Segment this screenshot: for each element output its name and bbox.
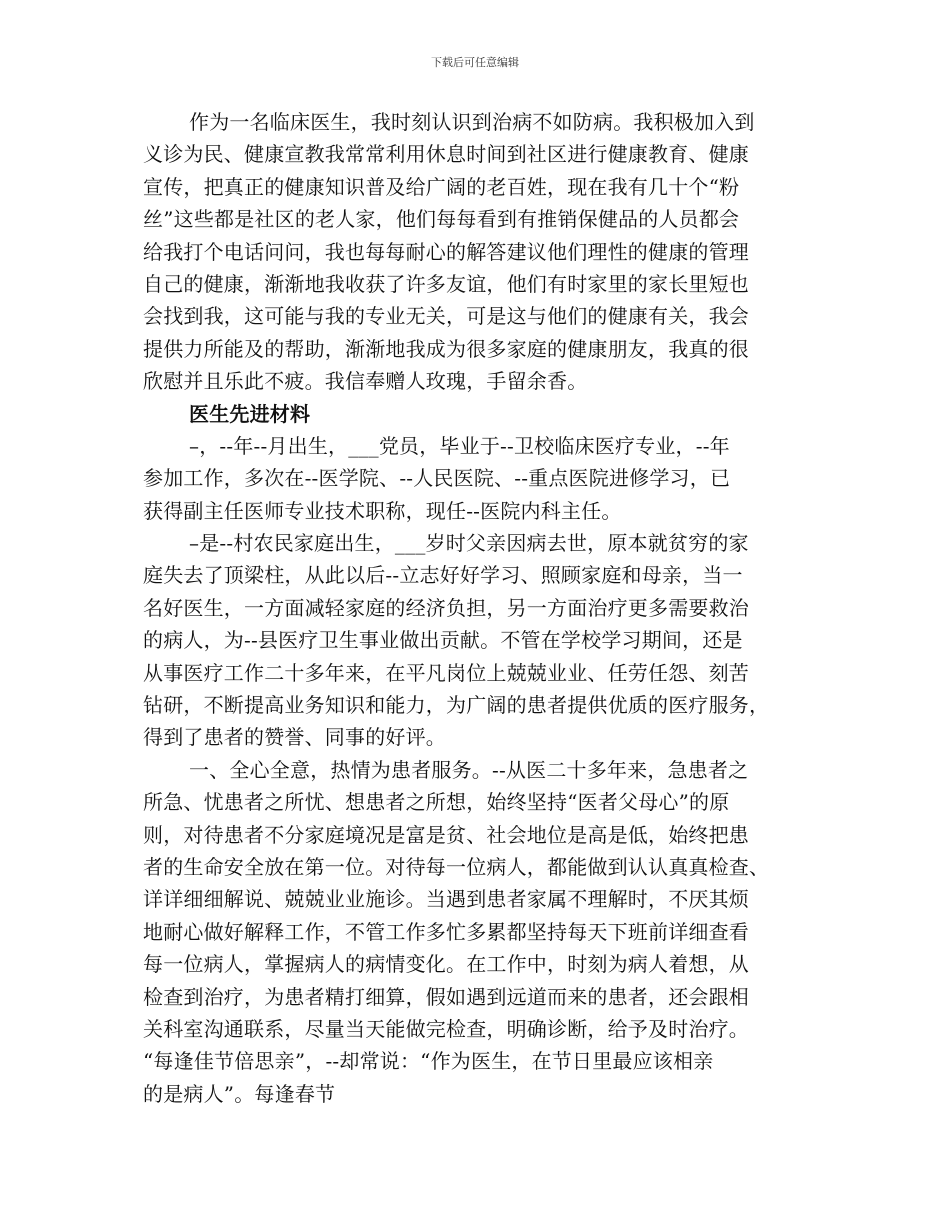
text-line: 欣慰并且乐此不疲。我信奉赠人玫瑰，手留余香。 [143,369,588,394]
text-line: 一、全心全意，热情为患者服务。--从医二十多年来，急患者之 [189,757,749,782]
text-line: 丝”这些都是社区的老人家，他们每每看到有推销保健品的人员都会 [143,207,740,232]
text-line: 所急、忧患者之所忧、想患者之所想，始终坚持“医者父母心”的原 [143,790,730,815]
text-line: 地耐心做好解释工作，不管工作多忙多累都坚持每天下班前详细查看 [143,919,749,944]
document-body [143,106,823,1110]
text-line: 钻研，不断提高业务知识和能力，为广阔的患者提供优质的医疗服务， [143,693,770,718]
section-heading: 医生先进材料 [189,401,311,426]
text-line: 的病人，为--县医疗卫生事业做出贡献。不管在学校学习期间，还是 [143,628,743,653]
text-line: 给我打个电话问问，我也每每耐心的解答建议他们理性的健康的管理 [143,239,749,264]
text-line: 得到了患者的赞誉、同事的好评。 [143,725,446,750]
text-line: 每一位病人，掌握病人的病情变化。在工作中，时刻为病人着想，从 [143,952,749,977]
text-line: 庭失去了顶梁柱，从此以后--立志好好学习、照顾家庭和母亲，当一 [143,563,743,588]
text-line: 参加工作，多次在--医学院、--人民医院、--重点医院进修学习，已 [143,466,731,491]
text-line: 获得副主任医师专业技术职称，现任--医院内科主任。 [143,498,622,523]
text-line: 义诊为民、健康宣教我常常利用休息时间到社区进行健康教育、健康 [143,142,749,167]
text-line: –是--村农民家庭出生，___岁时父亲因病去世，原本就贫穷的家 [189,531,749,556]
text-line: 作为一名临床医生，我时刻认识到治病不如防病。我积极加入到 [189,110,755,134]
text-line: 提供力所能及的帮助，渐渐地我成为很多家庭的健康朋友，我真的很 [143,336,749,361]
text-line: 详详细细解说、兢兢业业施诊。当遇到患者家属不理解时，不厌其烦 [143,887,749,912]
text-line: –，--年--月出生，___党员，毕业于--卫校临床医疗专业，--年 [189,433,730,458]
text-line: 名好医生，一方面减轻家庭的经济负担，另一方面治疗更多需要救治 [143,595,749,620]
text-line: 从事医疗工作二十多年来，在平凡岗位上兢兢业业、任劳任怨、刻苦 [143,660,749,685]
text-line: 自己的健康，渐渐地我收获了许多友谊，他们有时家里的家长里短也 [143,271,749,296]
text-line: “每逢佳节倍思亲”，--却常说：“作为医生，在节日里最应该相亲 [143,1049,714,1074]
text-line: 者的生命安全放在第一位。对待每一位病人，都能做到认认真真检查、 [143,854,770,879]
text-line: 会找到我，这可能与我的专业无关，可是这与他们的健康有关，我会 [143,304,749,329]
page-header: 下载后可任意编辑 [431,56,519,69]
text-line: 则，对待患者不分家庭境况是富是贫、社会地位是高是低，始终把患 [143,822,749,847]
text-line: 关科室沟通联系，尽量当天能做完检查，明确诊断，给予及时治疗。 [143,1016,749,1041]
text-line: 宣传，把真正的健康知识普及给广阔的老百姓，现在我有几十个“粉 [143,174,740,199]
text-line: 检查到治疗，为患者精打细算，假如遇到远道而来的患者，还会跟相 [143,984,749,1009]
text-line: 的是病人”。每逢春节 [143,1081,336,1106]
